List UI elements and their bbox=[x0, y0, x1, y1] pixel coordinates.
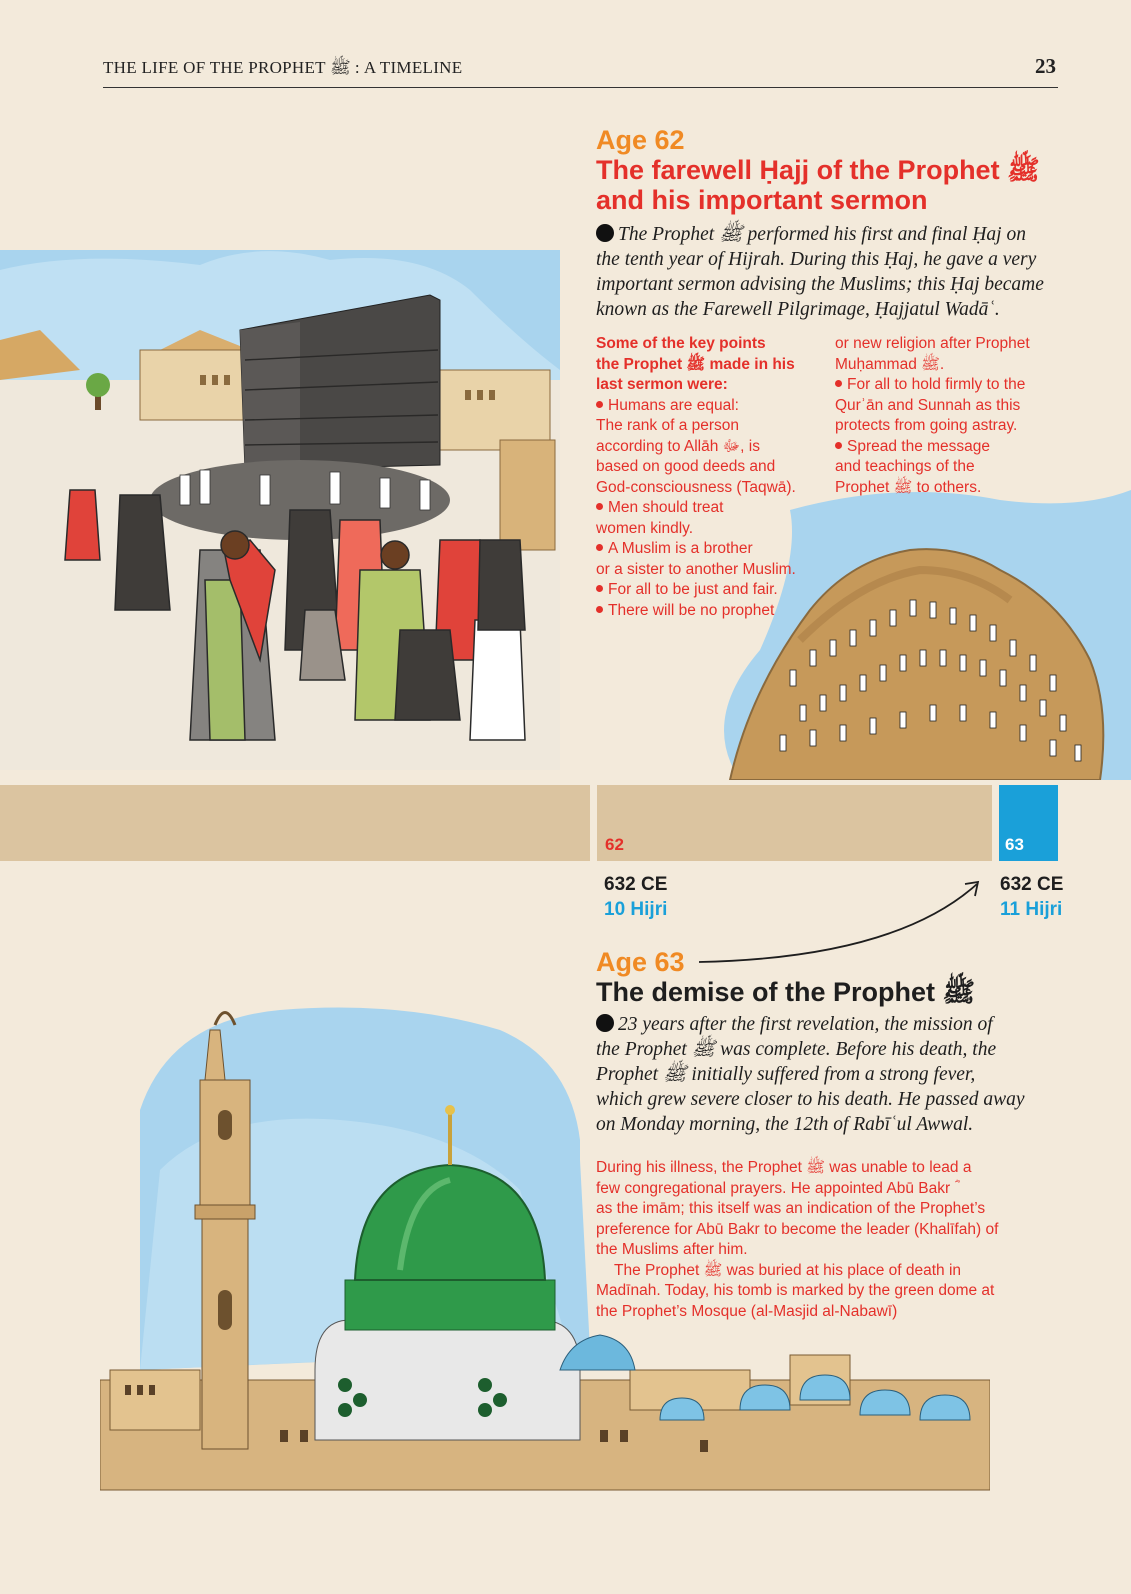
sermon-point-text: and teachings of the bbox=[835, 458, 975, 475]
body-line: few congregational prayers. He appointed Abū Bakr ؓ bbox=[596, 1179, 955, 1197]
sermon-intro-line: last sermon were: bbox=[596, 376, 728, 393]
timeline-arrow-icon bbox=[695, 870, 985, 970]
timeline-right-ce: 632 CE bbox=[1000, 874, 1064, 895]
intro-line: the Prophet ﷺ was complete. Before his death, the bbox=[596, 1039, 997, 1060]
section-62-title-line1: The farewell Ḥajj of the Prophet ﷺ bbox=[596, 155, 1040, 185]
section-62-title-line2: and his important sermon bbox=[596, 185, 928, 215]
kaaba-pilgrims-illustration bbox=[0, 250, 560, 770]
timeline-left-hijri: 10 Hijri bbox=[604, 899, 668, 920]
body-line: During his illness, the Prophet ﷺ was unable to lead a bbox=[596, 1159, 972, 1176]
sermon-point: For all to be just and fair. bbox=[608, 581, 778, 598]
sermon-point-text: God-consciousness (Taqwā). bbox=[596, 478, 796, 496]
sermon-point: A Muslim is a brother bbox=[608, 540, 753, 557]
intro-line: the tenth year of Hijrah. During this Ḥaj, he gave a very bbox=[596, 249, 1037, 270]
sermon-intro-line: Some of the key points bbox=[596, 335, 766, 352]
sermon-point: Men should treat bbox=[608, 499, 724, 516]
intro-line: important sermon advising the Muslims; this Ḥaj became bbox=[596, 274, 1044, 295]
sermon-intro-line: the Prophet ﷺ made in his bbox=[596, 355, 795, 373]
header-rule bbox=[103, 87, 1058, 88]
intro-line: Prophet ﷺ initially suffered from a strong fever, bbox=[596, 1064, 976, 1085]
sermon-point-text: or new religion after Prophet bbox=[835, 335, 1030, 352]
intro-line: on Monday morning, the 12th of Rabīʿul Awwal. bbox=[596, 1114, 974, 1135]
sermon-points-column-2 bbox=[835, 334, 1065, 498]
intro-line: 23 years after the first revelation, the mission of bbox=[618, 1014, 993, 1035]
sermon-point-text: according to Allāh ﷻ, is bbox=[596, 437, 760, 455]
bullet-icon bbox=[835, 442, 842, 449]
bullet-icon bbox=[596, 606, 603, 613]
section-63-title: The demise of the Prophet ﷺ bbox=[596, 977, 976, 1007]
body-line: The Prophet ﷺ was buried at his place of death in bbox=[614, 1261, 962, 1279]
timeline-band-age-62 bbox=[597, 785, 992, 861]
timeline-left-ce: 632 CE bbox=[604, 874, 668, 895]
sermon-point: For all to hold firmly to the bbox=[847, 376, 1026, 393]
body-line: Madīnah. Today, his tomb is marked by the green dome at bbox=[596, 1282, 995, 1299]
sermon-point-text: Qurʾān and Sunnah as this bbox=[835, 396, 1021, 414]
bullet-icon bbox=[596, 585, 603, 592]
intro-line: The Prophet ﷺ performed his first and final Ḥaj on bbox=[618, 224, 1026, 245]
bullet-icon bbox=[596, 401, 603, 408]
body-line: preference for Abū Bakr to become the leader (Khalīfah) of bbox=[596, 1220, 999, 1238]
sermon-point-text: or a sister to another Muslim. bbox=[596, 560, 796, 578]
body-line: the Muslims after him. bbox=[596, 1241, 748, 1258]
prophets-mosque-green-dome-illustration bbox=[100, 990, 990, 1510]
sermon-point-text: Muḥammad ﷺ. bbox=[835, 355, 945, 373]
age-63-label: Age 63 bbox=[596, 947, 685, 977]
sermon-point-text: protects from going astray. bbox=[835, 417, 1018, 434]
bullet-icon bbox=[596, 544, 603, 551]
timeline-right-hijri: 11 Hijri bbox=[1000, 899, 1063, 920]
timeline-marker-62: 62 bbox=[605, 835, 624, 854]
sermon-point: Humans are equal: bbox=[608, 396, 739, 414]
body-line: as the imām; this itself was an indication of the Prophet’s bbox=[596, 1200, 986, 1217]
sermon-point-text: Prophet ﷺ to others. bbox=[835, 478, 982, 496]
timeline-marker-63: 63 bbox=[1005, 835, 1024, 854]
running-header: THE LIFE OF THE PROPHET ﷺ : A TIMELINE bbox=[103, 58, 463, 77]
intro-line: which grew severe closer to his death. He passed away bbox=[596, 1089, 1025, 1110]
sermon-point-text: based on good deeds and bbox=[596, 458, 776, 475]
section-62-intro bbox=[596, 222, 1096, 322]
timeline-band-before bbox=[0, 785, 590, 861]
sermon-points-column-1 bbox=[596, 334, 831, 621]
bullet-icon bbox=[596, 503, 603, 510]
bullet-icon bbox=[835, 380, 842, 387]
intro-line: known as the Farewell Pilgrimage, Ḥajjatul Wadāʿ. bbox=[596, 299, 1000, 320]
sermon-point-text: The rank of a person bbox=[596, 417, 740, 434]
section-62-title bbox=[596, 155, 1040, 215]
page-number: 23 bbox=[1035, 54, 1056, 78]
sermon-point-text: women kindly. bbox=[596, 519, 694, 537]
bullet-dot-icon bbox=[596, 224, 614, 242]
sermon-point: There will be no prophet bbox=[608, 601, 775, 619]
body-line: the Prophet’s Mosque (al-Masjid al-Nabawī) bbox=[596, 1302, 898, 1320]
age-62-label: Age 62 bbox=[596, 125, 685, 155]
sermon-point: Spread the message bbox=[847, 437, 991, 455]
